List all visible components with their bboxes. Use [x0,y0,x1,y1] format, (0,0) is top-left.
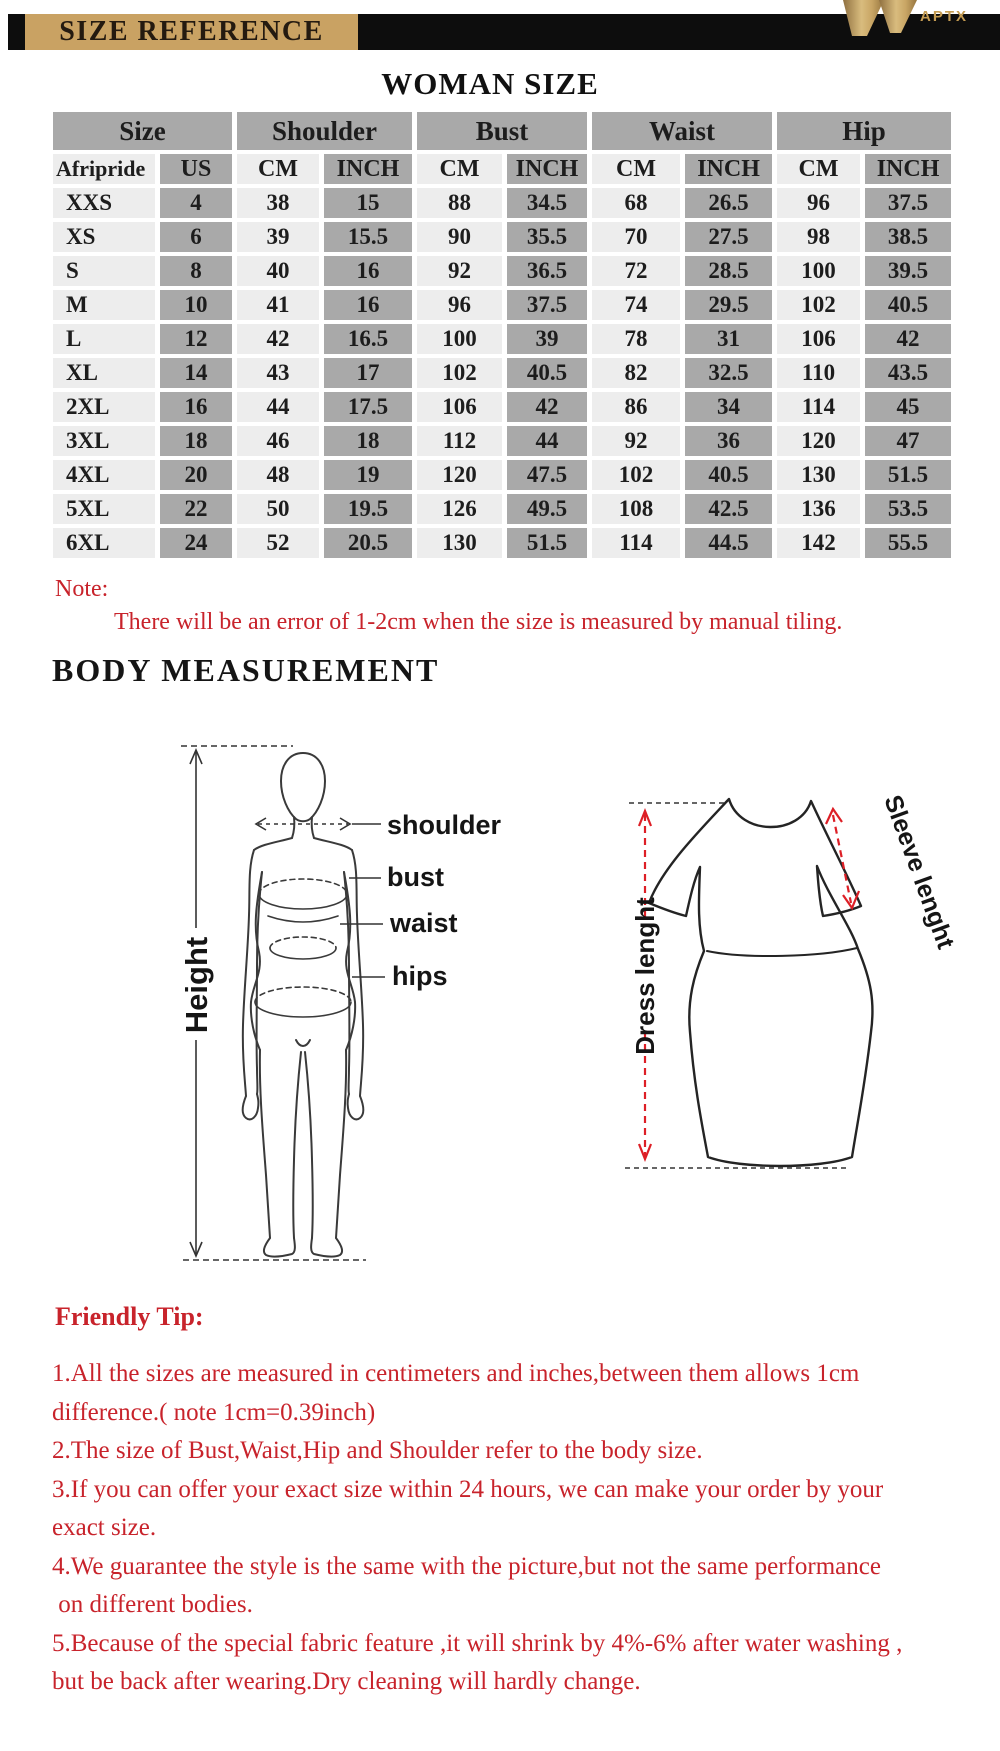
measurement-cell: 39 [507,324,587,354]
measurement-cell: 39.5 [865,256,951,286]
friendly-tip-title: Friendly Tip: [55,1302,204,1331]
woman-size-title: WOMAN SIZE [381,66,599,101]
measurement-cell: 44 [237,392,319,422]
tip-line: 3.If you can offer your exact size within 24 hours, we can make your order by your [52,1475,884,1503]
size-label-cell: S [53,256,155,286]
measurement-cell: 120 [777,426,860,456]
measurement-cell: 130 [777,460,860,490]
measurement-cell: 88 [417,188,502,218]
measurement-cell: 14 [160,358,232,388]
measurement-cell: 43.5 [865,358,951,388]
column-header: INCH [507,154,587,184]
measurement-cell: 18 [160,426,232,456]
table-row [53,222,951,252]
table-row [53,358,951,388]
measurement-cell: 102 [777,290,860,320]
measurement-cell: 34.5 [507,188,587,218]
measurement-cell: 126 [417,494,502,524]
size-label-cell: XS [53,222,155,252]
measurement-cell: 20.5 [324,528,412,558]
measurement-cell: 40 [237,256,319,286]
measurement-cell: 53.5 [865,494,951,524]
tip-line: but be back after wearing.Dry cleaning will hardly change. [52,1668,641,1695]
measurement-cell: 26.5 [685,188,772,218]
friendly-tip-list [52,1355,962,1702]
measurement-cell: 37.5 [865,188,951,218]
table-row [53,256,951,286]
measurement-cell: 22 [160,494,232,524]
dress-length-label: Dress lenght [630,897,661,1055]
measurement-cell: 92 [592,426,680,456]
measurement-cell: 51.5 [865,460,951,490]
measurement-cell: 106 [417,392,502,422]
measurement-cell: 48 [237,460,319,490]
measurement-cell: 16 [324,290,412,320]
measurement-cell: 8 [160,256,232,286]
waist-label: waist [390,908,458,938]
table-row [53,392,951,422]
column-header: INCH [865,154,951,184]
measurement-cell: 36.5 [507,256,587,286]
column-header: CM [417,154,502,184]
measurement-cell: 90 [417,222,502,252]
measurement-cell: 42 [507,392,587,422]
measurement-cell: 142 [777,528,860,558]
note-label: Note: [55,576,109,602]
measurement-cell: 37.5 [507,290,587,320]
size-table [48,108,956,562]
measurement-cell: 15.5 [324,222,412,252]
size-label-cell: 6XL [53,528,155,558]
tip-line: on different bodies. [52,1591,253,1618]
table-row [53,426,951,456]
measurement-cell: 136 [777,494,860,524]
measurement-cell: 12 [160,324,232,354]
measurement-cell: 42 [237,324,319,354]
size-label-cell: L [53,324,155,354]
measurement-cell: 10 [160,290,232,320]
size-label-cell: 2XL [53,392,155,422]
measurement-cell: 130 [417,528,502,558]
column-header: INCH [685,154,772,184]
measurement-cell: 92 [417,256,502,286]
measurement-cell: 40.5 [507,358,587,388]
measurement-cell: 32.5 [685,358,772,388]
size-label-cell: M [53,290,155,320]
column-group-header: Size [53,112,232,150]
measurement-cell: 24 [160,528,232,558]
measurement-cell: 100 [777,256,860,286]
banner-title: SIZE REFERENCE [59,16,324,47]
measurement-cell: 28.5 [685,256,772,286]
brand-name: APTX [920,8,969,25]
measurement-cell: 36 [685,426,772,456]
column-group-header: Shoulder [237,112,412,150]
measurement-cell: 17.5 [324,392,412,422]
measurement-cell: 108 [592,494,680,524]
measurement-cell: 16 [160,392,232,422]
tip-line: 1.All the sizes are measured in centimeters and inches,between them allows 1cm [52,1360,860,1387]
shoulder-arrow [256,818,350,830]
measurement-cell: 34 [685,392,772,422]
measurement-cell: 44.5 [685,528,772,558]
size-label-cell: XL [53,358,155,388]
tip-line: 5.Because of the special fabric feature ,it will shrink by 4%-6% after water washing , [52,1629,903,1657]
table-column-header-row [53,154,951,184]
measurement-cell: 43 [237,358,319,388]
table-row [53,188,951,218]
measurement-cell: 100 [417,324,502,354]
measurement-cell: 35.5 [507,222,587,252]
body-figure-diagram [150,730,520,1275]
shoulder-label: shoulder [387,810,502,840]
measurement-cell: 49.5 [507,494,587,524]
measurement-cell: 114 [592,528,680,558]
sleeve-length-label: Sleeve lenght [878,791,960,953]
column-group-header: Waist [592,112,772,150]
size-label-cell: 3XL [53,426,155,456]
table-row [53,324,951,354]
table-row [53,528,951,558]
bust-label: bust [387,862,444,892]
measurement-cell: 29.5 [685,290,772,320]
banner-gold-panel [25,14,358,50]
size-table-body [53,188,951,558]
tip-line: exact size. [52,1514,157,1541]
table-group-header-row [53,112,951,150]
column-header: INCH [324,154,412,184]
column-header: CM [237,154,319,184]
measurement-cell: 74 [592,290,680,320]
column-header: CM [777,154,860,184]
measurement-cell: 16.5 [324,324,412,354]
measurement-cell: 112 [417,426,502,456]
measurement-cell: 46 [237,426,319,456]
measurement-cell: 15 [324,188,412,218]
measurement-cell: 72 [592,256,680,286]
measurement-cell: 47.5 [507,460,587,490]
table-row [53,290,951,320]
measurement-cell: 31 [685,324,772,354]
hips-label: hips [392,961,448,991]
measurement-cell: 52 [237,528,319,558]
size-label-cell: 5XL [53,494,155,524]
dress-drawing [649,799,872,1166]
measurement-cell: 45 [865,392,951,422]
measurement-cell: 44 [507,426,587,456]
tip-line: 2.The size of Bust,Waist,Hip and Shoulder refer to the body size. [52,1437,703,1464]
note-text: There will be an error of 1-2cm when the size is measured by manual tiling. [114,609,843,635]
brand-logo-icon [822,0,922,36]
measurement-cell: 38.5 [865,222,951,252]
tip-line: 4.We guarantee the style is the same with the picture,but not the same performance [52,1552,881,1580]
logo-shape-right [879,0,917,33]
logo-shape-left [843,0,884,36]
column-header: Afripride [53,154,155,184]
measurement-cell: 17 [324,358,412,388]
measurement-cell: 47 [865,426,951,456]
measurement-cell: 16 [324,256,412,286]
measurement-cell: 70 [592,222,680,252]
measurement-cell: 19 [324,460,412,490]
size-label-cell: XXS [53,188,155,218]
measurement-cell: 42.5 [685,494,772,524]
measurement-cell: 55.5 [865,528,951,558]
measurement-cell: 40.5 [865,290,951,320]
measurement-cell: 40.5 [685,460,772,490]
table-row [53,460,951,490]
measurement-cell: 96 [777,188,860,218]
measurement-cell: 51.5 [507,528,587,558]
measurement-cell: 86 [592,392,680,422]
measurement-cell: 39 [237,222,319,252]
measurement-cell: 106 [777,324,860,354]
tip-line: difference.( note 1cm=0.39inch) [52,1398,376,1426]
measurement-cell: 42 [865,324,951,354]
measurement-cell: 68 [592,188,680,218]
measurement-cell: 50 [237,494,319,524]
measurement-cell: 20 [160,460,232,490]
measurement-cell: 27.5 [685,222,772,252]
measurement-cell: 18 [324,426,412,456]
measurement-cell: 98 [777,222,860,252]
measurement-cell: 120 [417,460,502,490]
measurement-cell: 41 [237,290,319,320]
measurement-cell: 82 [592,358,680,388]
body-figure-drawing [243,753,364,1257]
body-measurement-title: BODY MEASUREMENT [52,652,440,688]
dress-diagram [555,735,975,1180]
measurement-cell: 102 [592,460,680,490]
measurement-cell: 96 [417,290,502,320]
measurement-cell: 114 [777,392,860,422]
column-group-header: Hip [777,112,951,150]
measurement-cell: 102 [417,358,502,388]
column-group-header: Bust [417,112,587,150]
measurement-cell: 19.5 [324,494,412,524]
size-label-cell: 4XL [53,460,155,490]
measurement-cell: 110 [777,358,860,388]
column-header: US [160,154,232,184]
measurement-cell: 38 [237,188,319,218]
measurement-cell: 78 [592,324,680,354]
measurement-cell: 6 [160,222,232,252]
column-header: CM [592,154,680,184]
measurement-cell: 4 [160,188,232,218]
height-label: Height [178,936,214,1034]
table-row [53,494,951,524]
